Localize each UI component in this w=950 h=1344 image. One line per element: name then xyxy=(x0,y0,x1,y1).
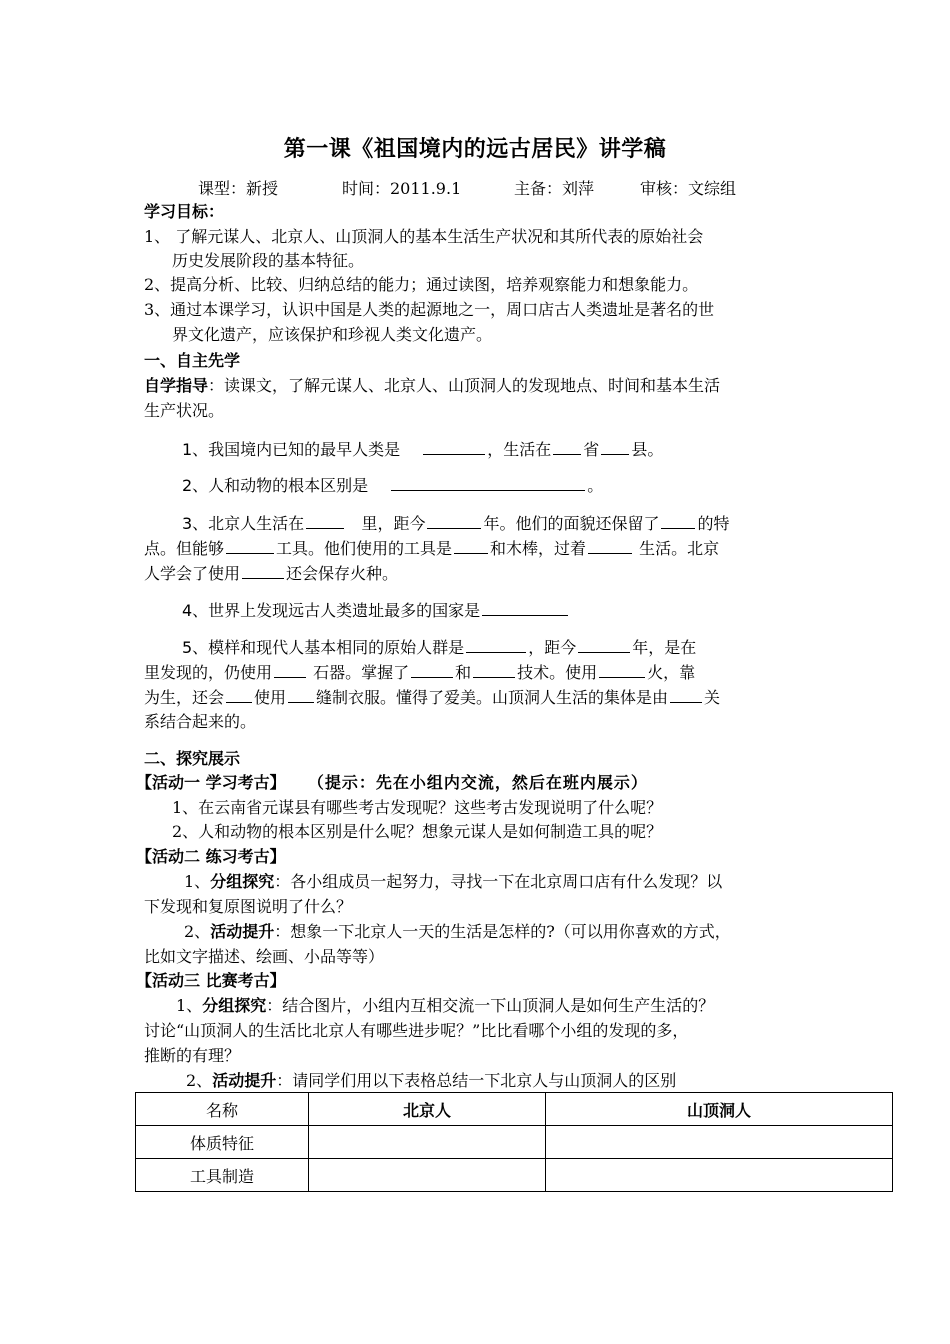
header-upper-cave-man: 山顶洞人 xyxy=(546,1093,893,1126)
objective-3b: 界文化遗产，应该保护和珍视人类文化遗产。 xyxy=(172,325,493,344)
page-title: 第一课《祖国境内的远古居民》讲学稿 xyxy=(283,137,667,162)
cell-physique-upper-cave[interactable] xyxy=(546,1126,893,1159)
activity2-q2a: 2、活动提升：想象一下北京人一天的生活是怎样的?（可以用你喜欢的方式， xyxy=(184,922,731,941)
objective-2: 2、提高分析、比较、归纳总结的能力；通过读图，培养观察能力和想象能力。 xyxy=(144,275,699,294)
blank-q3-7[interactable] xyxy=(242,562,284,579)
blank-q2-1[interactable] xyxy=(391,474,585,491)
row-label-physique: 体质特征 xyxy=(136,1126,309,1159)
blank-q4-1[interactable] xyxy=(482,599,568,616)
objective-1b: 历史发展阶段的基本特征。 xyxy=(172,251,365,270)
blank-q5-9[interactable] xyxy=(670,686,702,703)
blank-q5-4[interactable] xyxy=(411,661,453,678)
activity3-q1a: 1、分组探究：结合图片，小组内互相交流一下山顶洞人是如何生产生活的？ xyxy=(176,996,715,1015)
table-row xyxy=(136,1159,893,1192)
activity1-line xyxy=(136,772,648,794)
blank-q1-3[interactable] xyxy=(601,438,629,455)
blank-q1-2[interactable] xyxy=(553,438,581,455)
lesson-editor: 主备：刘萍 xyxy=(514,179,595,198)
question-2: 2、人和动物的根本区别是 。 xyxy=(182,476,604,495)
objective-1a: 1、 了解元谋人、北京人、山顶洞人的基本生活生产状况和其所代表的原始社会 xyxy=(144,227,704,246)
header-peking-man: 北京人 xyxy=(309,1093,546,1126)
lesson-time: 时间：2011.9.1 xyxy=(342,179,462,198)
question-1: 1、我国境内已知的最早人类是 ，生活在 省 县。 xyxy=(182,440,664,459)
objectives-heading: 学习目标： xyxy=(144,202,225,221)
activity1-title: 【活动一 学习考古】 xyxy=(136,773,286,792)
question-5c: 为生，还会 使用 缝制衣服。懂得了爱美。山顶洞人生活的集体是由 关 xyxy=(144,688,721,707)
question-5d: 系结合起来的。 xyxy=(144,712,257,731)
activity3-q1c: 推断的有理？ xyxy=(144,1046,241,1065)
blank-q3-1[interactable] xyxy=(306,512,344,529)
activity1-q1: 1、在云南省元谋县有哪些考古发现呢？这些考古发现说明了什么呢？ xyxy=(172,798,663,817)
blank-q3-4[interactable] xyxy=(226,537,274,554)
question-3a: 3、北京人生活在 里，距今 年。他们的面貌还保留了 的特 xyxy=(182,514,730,533)
table-row xyxy=(136,1126,893,1159)
cell-tools-upper-cave[interactable] xyxy=(546,1159,893,1192)
guide-line-a: 自学指导：读课文，了解元谋人、北京人、山顶洞人的发现地点、时间和基本生活 xyxy=(144,376,721,395)
blank-q5-2[interactable] xyxy=(578,636,630,653)
cell-tools-peking[interactable] xyxy=(309,1159,546,1192)
blank-q3-3[interactable] xyxy=(661,512,695,529)
objective-3a: 3、通过本课学习，认识中国是人类的起源地之一，周口店古人类遗址是著名的世 xyxy=(144,300,715,319)
guide-label: 自学指导 xyxy=(144,376,209,395)
blank-q5-3[interactable] xyxy=(274,661,306,678)
activity1-hint: （提示：先在小组内交流，然后在班内展示） xyxy=(307,773,648,792)
row-label-tools: 工具制造 xyxy=(136,1159,309,1192)
blank-q3-5[interactable] xyxy=(454,537,488,554)
activity2-title: 【活动二 练习考古】 xyxy=(136,847,286,866)
section2-heading: 二、探究展示 xyxy=(144,749,241,768)
guide-line-b: 生产状况。 xyxy=(144,401,225,420)
activity2-q1a: 1、分组探究：各小组成员一起努力，寻找一下在北京周口店有什么发现？以 xyxy=(184,872,723,891)
blank-q1-1[interactable] xyxy=(423,438,485,455)
question-5b: 里发现的，仍使用 石器。掌握了 和 技术。使用 火，靠 xyxy=(144,663,696,682)
activity3-q1b: 讨论“山顶洞人的生活比北京人有哪些进步呢？”比比看哪个小组的发现的多， xyxy=(144,1021,689,1040)
section1-heading: 一、自主先学 xyxy=(144,351,241,370)
question-4: 4、世界上发现远古人类遗址最多的国家是 xyxy=(182,599,570,622)
header-name: 名称 xyxy=(136,1093,309,1126)
blank-q3-6[interactable] xyxy=(588,537,632,554)
activity2-q1b: 下发现和复原图说明了什么？ xyxy=(144,897,353,916)
blank-q5-7[interactable] xyxy=(226,686,252,703)
cell-physique-peking[interactable] xyxy=(309,1126,546,1159)
question-5a: 5、模样和现代人基本相同的原始人群是 ，距今 年，是在 xyxy=(182,638,697,657)
comparison-table xyxy=(135,1092,893,1192)
blank-q5-8[interactable] xyxy=(288,686,314,703)
question-3b: 点。但能够 工具。他们使用的工具是 和木棒，过着 生活。北京 xyxy=(144,539,720,558)
question-3c: 人学会了使用 还会保存火种。 xyxy=(144,564,399,583)
activity3-title: 【活动三 比赛考古】 xyxy=(136,971,286,990)
blank-q5-6[interactable] xyxy=(599,661,645,678)
blank-q3-2[interactable] xyxy=(427,512,481,529)
blank-q5-1[interactable] xyxy=(466,636,526,653)
activity1-q2: 2、人和动物的根本区别是什么呢？想象元谋人是如何制造工具的呢？ xyxy=(172,822,663,841)
activity3-q2: 2、活动提升：请同学们用以下表格总结一下北京人与山顶洞人的区别 xyxy=(186,1071,677,1090)
blank-q5-5[interactable] xyxy=(473,661,515,678)
lesson-reviewer: 审核：文综组 xyxy=(640,179,737,198)
activity2-q2b: 比如文字描述、绘画、小品等等） xyxy=(144,947,385,966)
table-header-row xyxy=(136,1093,893,1126)
lesson-type: 课型：新授 xyxy=(198,179,279,198)
